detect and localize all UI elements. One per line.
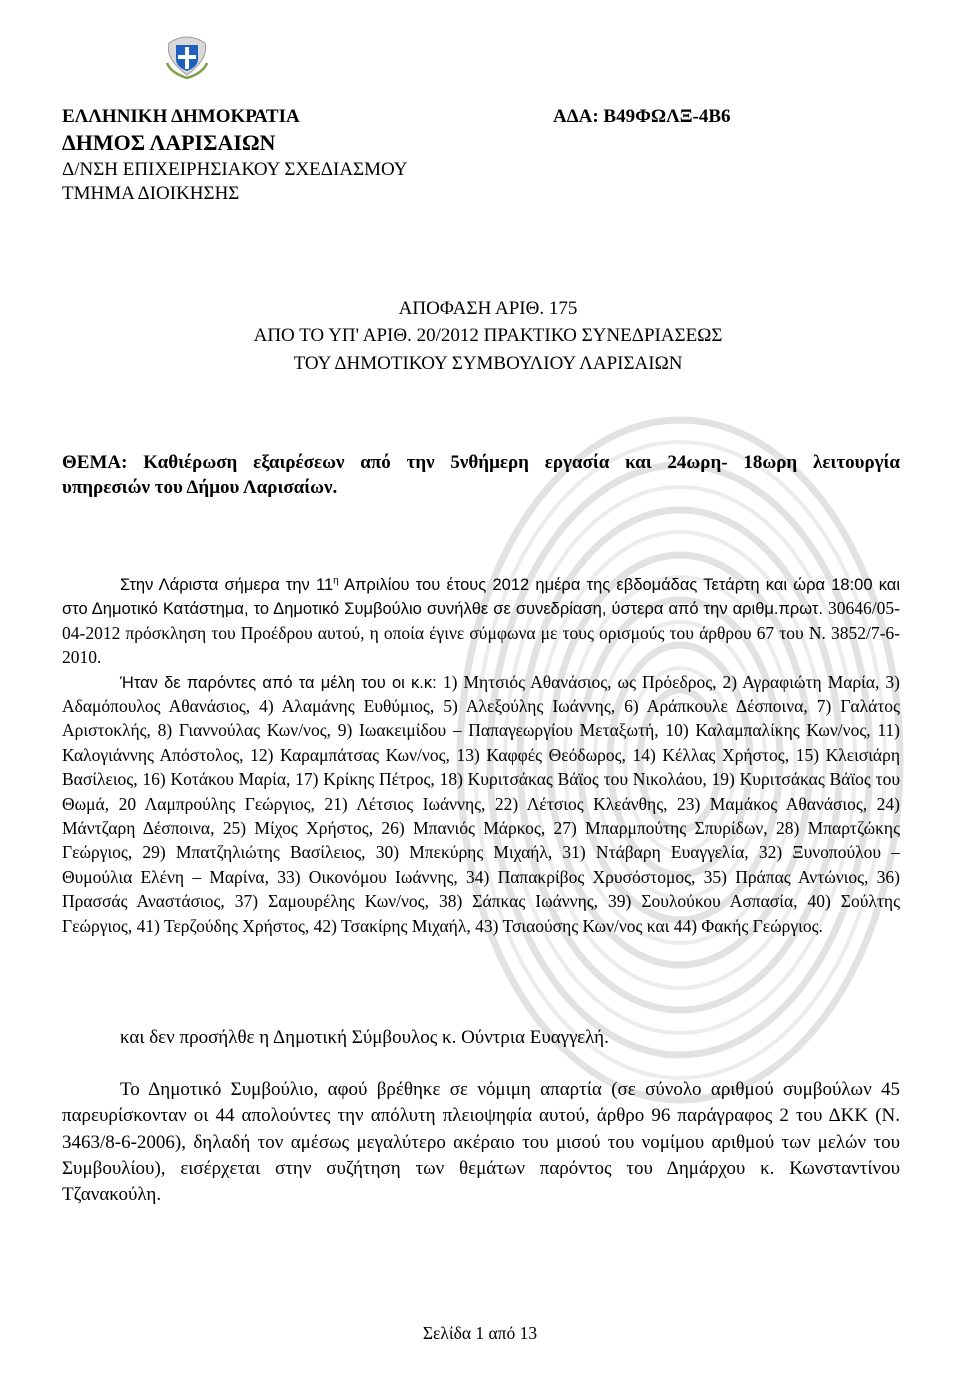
header-municipality: ΔΗΜΟΣ ΛΑΡΙΣΑΙΩΝ bbox=[62, 130, 276, 155]
decision-number: ΑΠΟΦΑΣΗ ΑΡΙΘ. 175 bbox=[398, 298, 578, 319]
absent-member: και δεν προσήλθε η Δημοτική Σύμβουλος κ. Ούντρια Ευαγγελή. bbox=[120, 1027, 609, 1048]
intro-superscript: η bbox=[333, 575, 339, 587]
present-intro: Ήταν δε παρόντες από τα μέλη του οι κ.κ: bbox=[120, 673, 443, 692]
header-republic: ΕΛΛΗΝΙΚΗ ΔΗΜΟΚΡΑΤΙΑ bbox=[62, 106, 300, 127]
ada-code: ΑΔΑ: Β49ΦΩΛΞ-4Β6 bbox=[553, 106, 731, 127]
subject-line-1: ΘΕΜΑ: Καθιέρωση εξαιρέσεων από την 5νθήμερη εργασία και 24ωρη- 18ωρη λειτουργία bbox=[62, 452, 900, 473]
intro-text-b: Απριλίου του έτους 2012 ημέρα της εβδομάδας Τετάρτη και ώρα 18:00 και στο Δημοτικό Κατάστημα, το Δημοτικό Συμβούλιο συνήλθε σε συνεδρίαση, ύστερα από την αριθμ.πρωτ. bbox=[62, 576, 901, 619]
page-footer: Σελίδα 1 από 13 bbox=[422, 1323, 538, 1343]
subject-line-2: υπηρεσιών του Δήμου Λαρισαίων. bbox=[62, 477, 338, 498]
invitation-text: 30646/05-04-2012 πρόσκληση του Προέδρου αυτού, η οποία έγινε σύμφωνα με τους ορισμούς του άρθρου 67 του Ν. 3852/7-6-2010. bbox=[62, 598, 900, 668]
decision-council: ΤΟΥ ΔΗΜΟΤΙΚΟΥ ΣΥΜΒΟΥΛΙΟΥ ΛΑΡΙΣΑΙΩΝ bbox=[293, 353, 683, 374]
header-department: ΤΜΗΜΑ ΔΙΟΙΚΗΣΗΣ bbox=[62, 183, 240, 204]
intro-text-a: Στην Λάριστα σήμερα την 11 bbox=[120, 576, 334, 594]
present-members-list: 1) Μητσιός Αθανάσιος, ως Πρόεδρος, 2) Αγραφιώτη Μαρία, 3) Αδαμόπουλος Αθανάσιος, 4) Αλαμάνης Ευθύμιος, 5) Αλεξούλης Ιωάννης, 6) Αράπκουλε Δέσποινα, 7) Γαλάτος Αριστοκλής, 8) Γιαννούλας Κων/νος, 9) Ιωακειμίδου – Παπαγεωργίου Μεταξωτή, 10) Καλαμπαλίκης Κων/νος, 11) Καλογιάννης Απόστολος, 12) Καραμπάτσας Κων/νος, 13) Καφφές Θεόδωρος, 14) Κέλλας Χρήστος, 15) Κλεισιάρη Βασίλειος, 16) Κοτάκου Μαρία, 17) Κρίκης Πέτρος, 18) Κυριτσάκας Βάϊος του Νικολάου, 19) Κυριτσάκας Βάϊος του Θωμά, 20 Λαμπρούλης Γεώργιος, 21) Λέτσιος Ιωάννης, 22) Λέτσιος Κλεάνθης, 23) Μαμάκος Αθανάσιος, 24) Μάντζαρη Δέσποινα, 25) Μίχος Χρήστος, 26) Μπανιός Μάρκος, 27) Μπαρμπούτης Σπυρίδων, 28) Μπαρτζώκης Γεώργιος, 29) Μπατζηλιώτης Βασίλειος, 30) Μπεκύρης Μιχαήλ, 31) Ντάβαρη Ευαγγελία, 32) Ξυνοπούλου – Θυμούλια Ελένη – Μαρίνα, 33) Οικονόμου Ιωάννης, 34) Παπακρίβος Χρυσόστομος, 35) Πράπας Αντώνιος, 36) Πρασσάς Αναστάσιος, 37) Σαμουρέλης Κων/νος, 38) Σάπκας Ιωάννης, 39) Σουλούκου Ασπασία, 40) Σούλτης Γεώργιος, 41) Τερζούδης Χρήστος, 42) Τσακίρης Μιχαήλ, 43) Τσιαούσης Κων/νος και 44) Φακής Γεώργιος. bbox=[62, 671, 900, 936]
quorum-paragraph bbox=[62, 1077, 900, 1208]
header-directorate: Δ/ΝΣΗ ΕΠΙΧΕΙΡΗΣΙΑΚΟΥ ΣΧΕΔΙΑΣΜΟΥ bbox=[62, 159, 408, 180]
decision-minutes: ΑΠΟ ΤΟ ΥΠ' ΑΡΙΘ. 20/2012 ΠΡΑΚΤΙΚΟ ΣΥΝΕΔΡΙΑΣΕΩΣ bbox=[253, 325, 723, 346]
quorum-text: Το Δημοτικό Συμβούλιο, αφού βρέθηκε σε νόμιμη απαρτία (σε σύνολο αριθμού συμβούλων 45 παρευρίσκονταν οι 44 απολούντες την απόλυτη πλειοψηφία αυτού, άρθρο 96 παράγραφος 2 του ΔΚΚ (Ν. 3463/8-6-2006), δηλαδή τον αμέσως μεγαλύτερο ακέραιο του μισού του νομίμου αριθμού των μελών του Συμβουλίου), εισέρχεται στην συζήτηση των θεμάτων παρόντος του Δημάρχου κ. Κωνσταντίνου Τζανακούλη. bbox=[62, 1079, 900, 1206]
minutes-body bbox=[62, 574, 900, 939]
greek-emblem-icon bbox=[163, 33, 211, 79]
subject-block bbox=[62, 450, 900, 500]
